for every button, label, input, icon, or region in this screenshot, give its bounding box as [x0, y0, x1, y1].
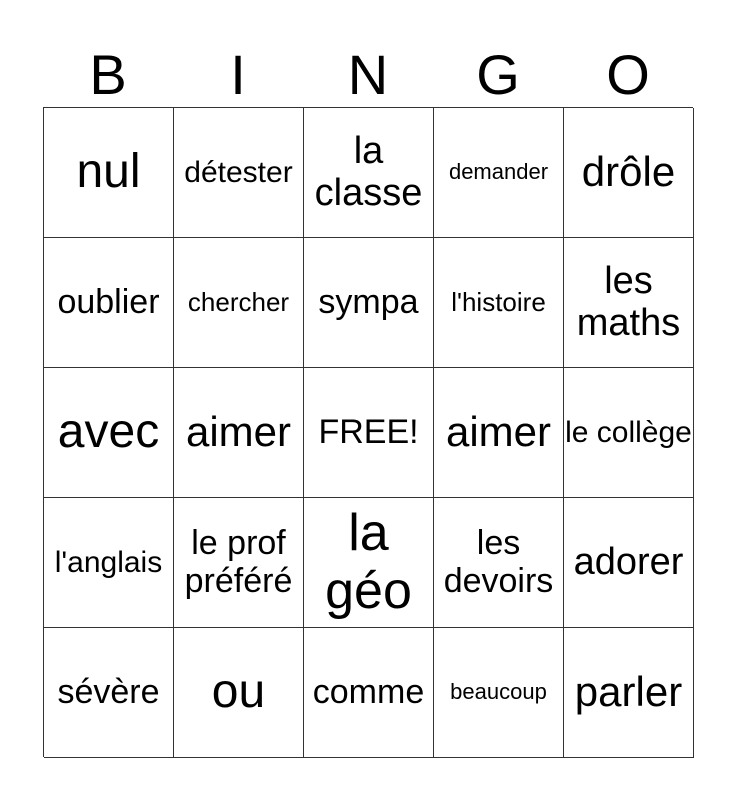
- bingo-cell[interactable]: la géo: [304, 498, 434, 628]
- bingo-cell[interactable]: le prof préféré: [174, 498, 304, 628]
- bingo-cell[interactable]: détester: [174, 108, 304, 238]
- bingo-cell[interactable]: sympa: [304, 238, 434, 368]
- bingo-cell[interactable]: oublier: [44, 238, 174, 368]
- bingo-cell[interactable]: nul: [44, 108, 174, 238]
- bingo-cell[interactable]: parler: [564, 628, 694, 758]
- bingo-cell[interactable]: le collège: [564, 368, 694, 498]
- bingo-cell[interactable]: les devoirs: [434, 498, 564, 628]
- free-space[interactable]: FREE!: [304, 368, 434, 498]
- bingo-cell[interactable]: adorer: [564, 498, 694, 628]
- bingo-cell[interactable]: aimer: [174, 368, 304, 498]
- bingo-cell[interactable]: drôle: [564, 108, 694, 238]
- bingo-header: [43, 42, 693, 108]
- bingo-cell[interactable]: l'anglais: [44, 498, 174, 628]
- bingo-grid: [43, 107, 693, 757]
- bingo-cell[interactable]: beaucoup: [434, 628, 564, 758]
- header-letter-i: I: [230, 43, 246, 106]
- bingo-cell[interactable]: les maths: [564, 238, 694, 368]
- header-letter-n: N: [347, 43, 389, 106]
- bingo-cell[interactable]: l'histoire: [434, 238, 564, 368]
- bingo-cell[interactable]: avec: [44, 368, 174, 498]
- header-letter-b: B: [89, 43, 127, 106]
- bingo-cell[interactable]: la classe: [304, 108, 434, 238]
- bingo-cell[interactable]: sévère: [44, 628, 174, 758]
- bingo-cell[interactable]: chercher: [174, 238, 304, 368]
- header-letter-o: O: [606, 43, 650, 106]
- header-letter-g: G: [476, 43, 520, 106]
- bingo-cell[interactable]: ou: [174, 628, 304, 758]
- bingo-cell[interactable]: comme: [304, 628, 434, 758]
- bingo-cell[interactable]: aimer: [434, 368, 564, 498]
- bingo-cell[interactable]: demander: [434, 108, 564, 238]
